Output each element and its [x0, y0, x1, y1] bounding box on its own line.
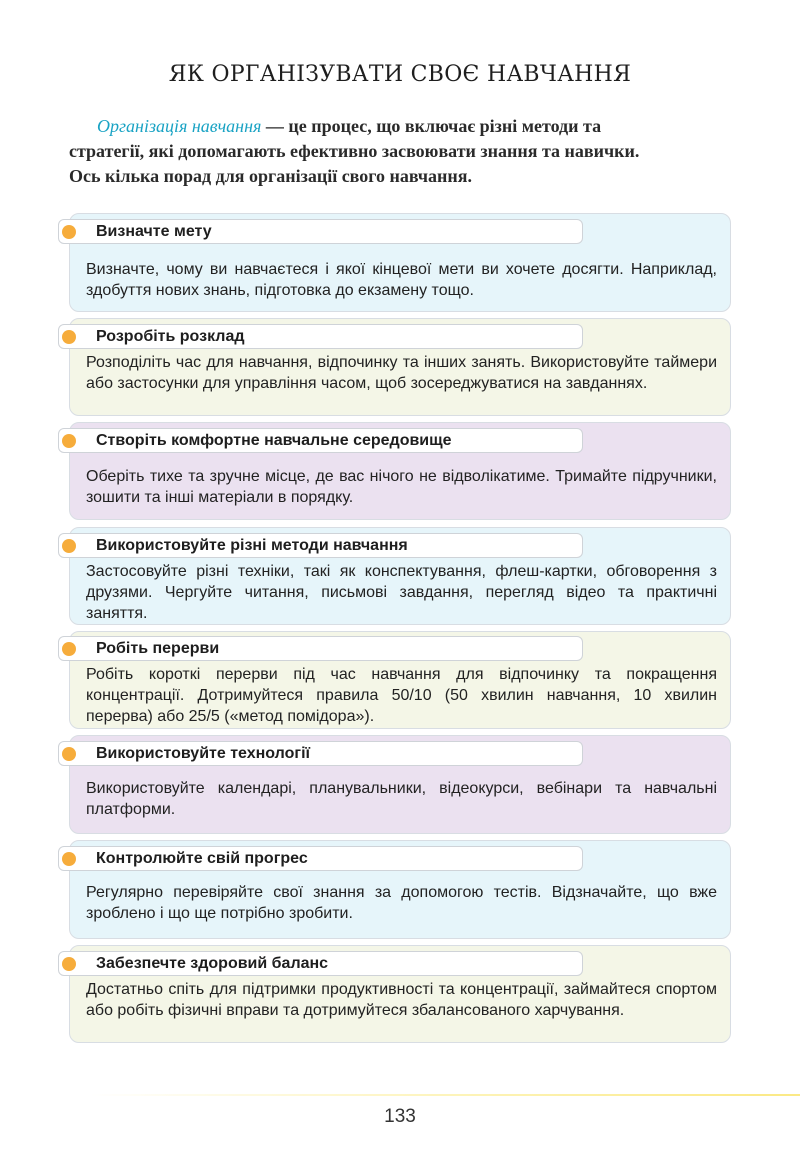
tip-header-environment — [58, 428, 583, 453]
tip-header-balance — [58, 951, 583, 976]
tip-text: Використовуйте календарі, планувальники, відеокурси, вебінари та навчальні платформи. — [86, 780, 717, 818]
tip-heading: Робіть перерви — [96, 640, 220, 657]
tip-header-progress — [58, 846, 583, 871]
tip-heading: Контролюйте свій прогрес — [96, 850, 308, 867]
intro-line-2: стратегії, які допомагають ефективно засвоювати знання та навички. — [69, 141, 640, 161]
page-number: 133 — [384, 1106, 416, 1127]
tip-header-methods — [58, 533, 583, 558]
bullet-dot-icon — [62, 747, 76, 761]
footer-divider — [90, 1094, 800, 1096]
tip-text: Розподіліть час для навчання, відпочинку та інших занять. Використовуйте таймери або застосунки для управління часом, щоб зосереджуватися на завданнях. — [86, 354, 717, 392]
tip-heading: Використовуйте технології — [96, 745, 311, 762]
intro-line-1-rest: — це процес, що включає різні методи та — [261, 116, 602, 136]
intro-term: Організація навчання — [97, 116, 262, 136]
tip-header-schedule — [58, 324, 583, 349]
tip-text: Застосовуйте різні техніки, такі як конспектування, флеш-картки, обговорення з друзями. Чергуйте читання, письмові завдання, перегляд відео та практичні заняття. — [86, 563, 717, 622]
tip-header-technology — [58, 741, 583, 766]
tip-text: Робіть короткі перерви під час навчання для відпочинку та покращення концентрації. Дотримуйтеся правила 50/10 (50 хвилин навчання, 10 хвилин перерва) або 25/5 («метод помідора»). — [86, 666, 717, 725]
tip-text: Оберіть тихе та зручне місце, де вас нічого не відволікатиме. Тримайте підручники, зошити та інші матеріали в порядку. — [86, 468, 717, 506]
tip-heading: Забезпечте здоровий баланс — [96, 955, 329, 972]
tip-text: Регулярно перевіряйте свої знання за допомогою тестів. Відзначайте, що вже зроблено і що ще потрібно зробити. — [86, 884, 717, 922]
bullet-dot-icon — [62, 225, 76, 239]
intro-line-3: Ось кілька порад для організації свого навчання. — [69, 166, 473, 186]
tip-heading: Розробіть розклад — [96, 328, 245, 345]
tip-heading: Створіть комфортне навчальне середовище — [96, 432, 452, 449]
bullet-dot-icon — [62, 957, 76, 971]
tip-header-breaks — [58, 636, 583, 661]
bullet-dot-icon — [62, 539, 76, 553]
bullet-dot-icon — [62, 642, 76, 656]
intro-paragraph — [69, 114, 731, 189]
tip-text: Достатньо спіть для підтримки продуктивності та концентрації, займайтеся спортом або робіть фізичні вправи та дотримуйтеся збалансованого харчування. — [86, 981, 717, 1019]
bullet-dot-icon — [62, 434, 76, 448]
tip-header-set-goal — [58, 219, 583, 244]
page-title: ЯК ОРГАНІЗУВАТИ СВОЄ НАВЧАННЯ — [168, 62, 632, 87]
tip-heading: Використовуйте різні методи навчання — [96, 537, 408, 554]
tip-text: Визначте, чому ви навчаєтеся і якої кінцевої мети ви хочете досягти. Наприклад, здобуття нових знань, підготовка до екзамену тощо. — [86, 261, 717, 299]
bullet-dot-icon — [62, 852, 76, 866]
intro-line-1 — [69, 114, 731, 139]
tip-heading: Визначте мету — [96, 223, 212, 240]
bullet-dot-icon — [62, 330, 76, 344]
